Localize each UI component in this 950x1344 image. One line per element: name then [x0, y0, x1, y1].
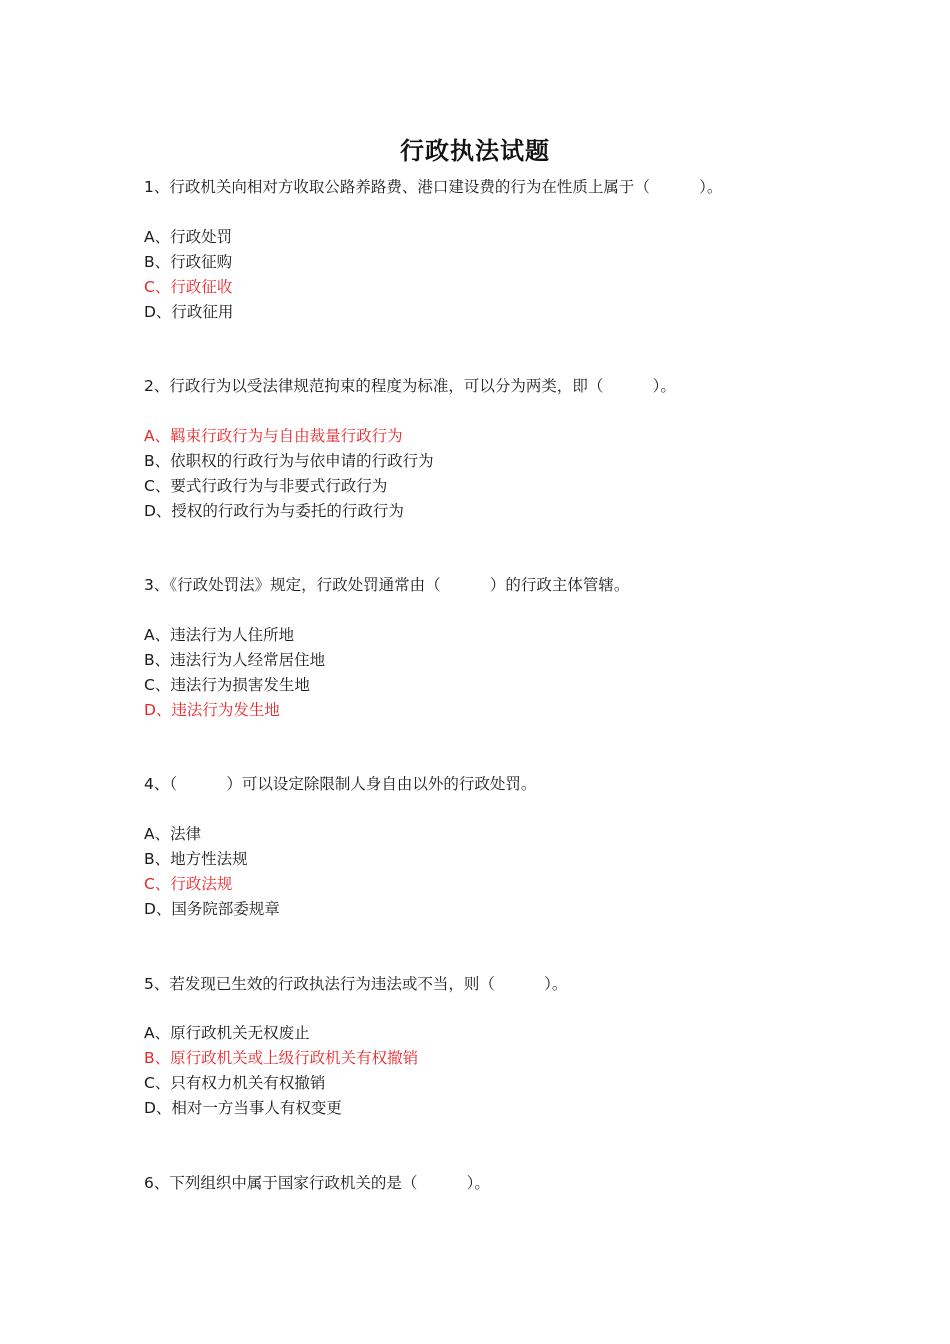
question-3-stem: 3、《行政处罚法》规定，行政处罚通常由（ ）的行政主体管辖。	[144, 576, 630, 594]
question-5-option-b: B、原行政机关或上级行政机关有权撤销	[144, 1049, 419, 1067]
page-title: 行政执法试题	[400, 137, 550, 165]
question-5-option-c: C、只有权力机关有权撤销	[144, 1074, 326, 1092]
question-2-option-c: C、要式行政行为与非要式行政行为	[144, 477, 388, 495]
question-1-stem: 1、行政机关向相对方收取公路养路费、港口建设费的行为在性质上属于（ ）。	[144, 178, 723, 196]
question-4-option-c: C、行政法规	[144, 875, 233, 893]
question-1-option-b: B、行政征购	[144, 253, 233, 271]
question-6-stem: 6、下列组织中属于国家行政机关的是（ ）。	[144, 1174, 490, 1192]
question-5-stem: 5、若发现已生效的行政执法行为违法或不当，则（ ）。	[144, 975, 568, 993]
question-4-option-b: B、地方性法规	[144, 850, 248, 868]
question-2-stem: 2、行政行为以受法律规范拘束的程度为标准，可以分为两类，即（ ）。	[144, 377, 676, 395]
question-2-option-b: B、依职权的行政行为与依申请的行政行为	[144, 452, 434, 470]
question-1-option-d: D、行政征用	[144, 303, 234, 321]
question-2-option-a: A、羁束行政行为与自由裁量行政行为	[144, 427, 403, 445]
question-5-option-a: A、原行政机关无权废止	[144, 1024, 310, 1042]
question-1-option-a: A、行政处罚	[144, 228, 233, 246]
question-4-option-a: A、法律	[144, 825, 202, 843]
question-2-option-d: D、授权的行政行为与委托的行政行为	[144, 502, 404, 520]
question-3-option-b: B、违法行为人经常居住地	[144, 651, 326, 669]
question-4-stem: 4、（ ）可以设定除限制人身自由以外的行政处罚。	[144, 775, 537, 793]
question-3-option-d: D、违法行为发生地	[144, 701, 280, 719]
question-5-option-d: D、相对一方当事人有权变更	[144, 1099, 342, 1117]
question-3-option-c: C、违法行为损害发生地	[144, 676, 310, 694]
question-3-option-a: A、违法行为人住所地	[144, 626, 295, 644]
question-4-option-d: D、国务院部委规章	[144, 900, 280, 918]
question-1-option-c: C、行政征收	[144, 278, 233, 296]
